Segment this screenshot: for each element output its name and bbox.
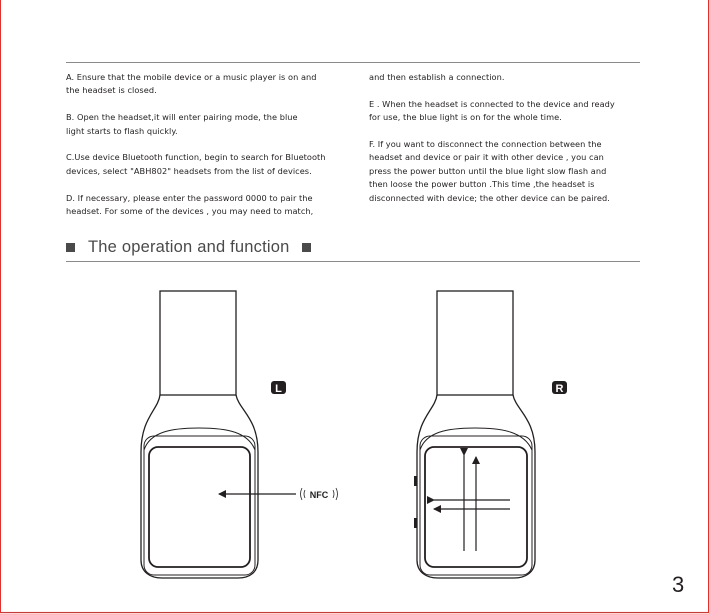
left-side-label: L — [275, 383, 282, 395]
step-d-continued: and then establish a connection. — [369, 72, 505, 82]
step-f: F. If you want to disconnect the connection between the headset and device or pair it with other device , you can press the power button until the blue light slow flash and then loose the power button .This time ,the headset is disconnected with device; the other device can be paired. — [369, 139, 610, 203]
right-headband-slider — [437, 291, 513, 395]
swipe-gesture-arrows — [434, 455, 510, 551]
page-number: 3 — [672, 572, 685, 597]
step-a: A. Ensure that the mobile device or a music player is on and the headset is closed. — [66, 72, 317, 96]
left-side-badge — [271, 381, 286, 395]
right-side-button — [414, 476, 417, 486]
left-touch-panel-outer — [144, 436, 255, 575]
step-e: E . When the headset is connected to the device and ready for use, the blue light is on for the whole time. — [369, 98, 615, 123]
step-d: D. If necessary, please enter the password 0000 to pair the headset. For some of the devices , you may need to match, — [66, 192, 314, 217]
left-earcup-body — [141, 395, 258, 578]
step-b: B. Open the headset,it will enter pairing mode, the blue light starts to flash quickly. — [66, 112, 298, 136]
step-c: C.Use device Bluetooth function, begin to search for Bluetooth devices, select "ABH802" headsets from the list of devices. — [66, 152, 326, 176]
left-earcup-illustration — [141, 291, 296, 578]
left-touch-panel — [149, 447, 250, 567]
right-side-button — [414, 518, 417, 528]
section-title: The operation and function — [88, 237, 290, 256]
right-earcup-illustration — [414, 291, 535, 578]
left-headband-slider — [160, 291, 236, 395]
nfc-label: NFC — [309, 490, 329, 500]
right-side-label: R — [555, 383, 564, 395]
right-side-badge — [552, 381, 567, 395]
